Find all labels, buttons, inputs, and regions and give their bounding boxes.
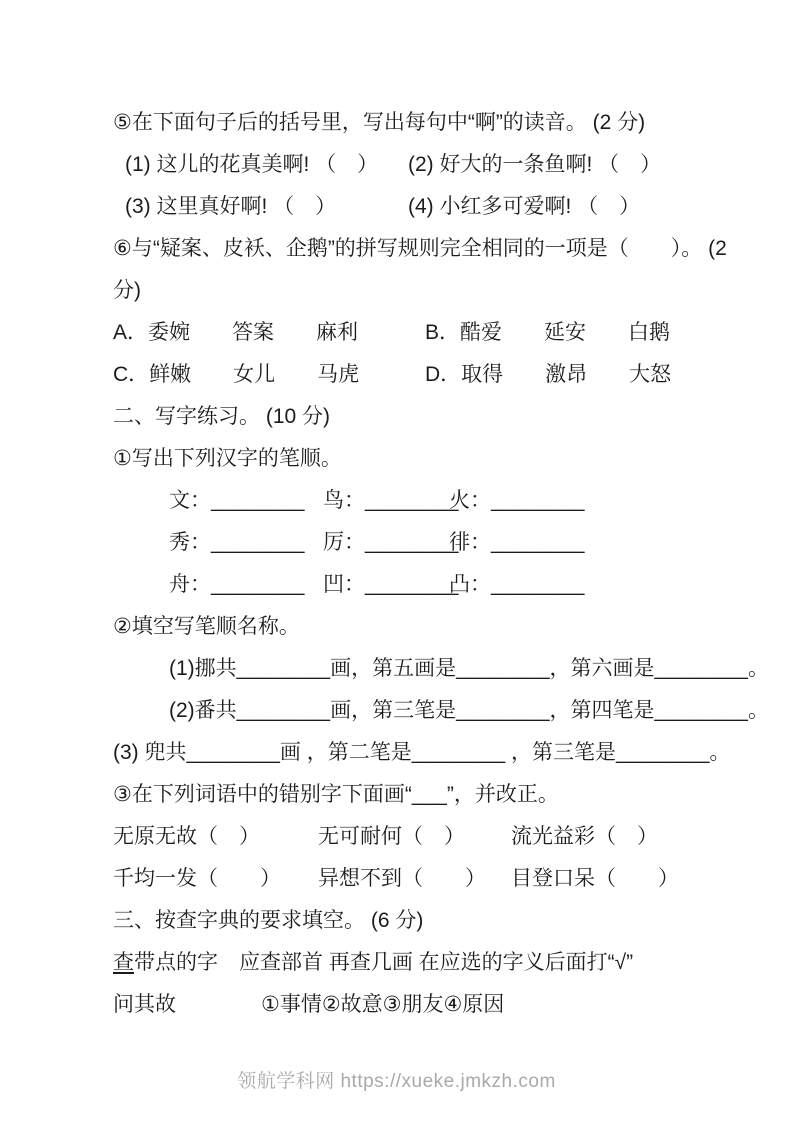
section-2-title: 二、写字练习。 (10 分) xyxy=(113,405,331,428)
q6-option-d: D．取得 激昂 大怒 xyxy=(425,363,672,386)
question-5-row-2 xyxy=(113,186,725,228)
stroke-name-item-3: (3) 兜共________画 ，第二笔是________ ，第三笔是________。 xyxy=(113,741,731,764)
typo-word-5: 异想不到（ ） xyxy=(318,867,486,890)
section-2-sub-3-title: ③在下列词语中的错别字下面画“___”，并改正。 xyxy=(113,783,559,806)
q5-item-3: (3) 这里真好啊! （ ） xyxy=(125,195,337,218)
typo-word-4: 千均一发（ ） xyxy=(113,867,281,890)
question-5-title: ⑤在下面句子后的括号里，写出每句中“啊”的读音。 (2 分) xyxy=(113,111,646,134)
stroke-cell-ao: 凹：________ xyxy=(323,573,459,596)
stroke-name-item-1: (1)挪共________画，第五画是________，第六画是________。 xyxy=(169,657,769,680)
worksheet-content xyxy=(113,102,769,1026)
typo-words-row-2 xyxy=(113,858,725,900)
stroke-cell-niao: 鸟：________ xyxy=(323,489,459,512)
question-6-title-line-2: 分) xyxy=(113,279,141,302)
section-3-title: 三、按查字典的要求填空。 (6 分) xyxy=(113,909,424,932)
q5-item-1: (1) 这儿的花真美啊! （ ） xyxy=(125,153,379,176)
dictionary-header xyxy=(113,942,725,984)
stroke-order-row-2 xyxy=(113,522,725,564)
stroke-order-row-1 xyxy=(113,480,725,522)
q6-option-a: A．委婉 答案 麻利 xyxy=(113,321,359,344)
stroke-cell-pai: 徘：________ xyxy=(449,531,585,554)
stroke-order-row-3 xyxy=(113,564,725,606)
question-6-title-line-1: ⑥与“疑案、皮袄、企鹅”的拼写规则完全相同的一项是（ ）。 (2 xyxy=(113,237,727,260)
q6-option-b: B．酷爱 延安 白鹅 xyxy=(425,321,671,344)
stroke-cell-li: 厉：________ xyxy=(323,531,459,554)
typo-words-row-1 xyxy=(113,816,725,858)
typo-word-1: 无原无故（ ） xyxy=(113,825,260,848)
section-2-sub-1-title: ①写出下列汉字的笔顺。 xyxy=(113,447,342,470)
stroke-name-item-2: (2)番共________画，第三笔是________，第四笔是________。 xyxy=(169,699,769,722)
section-2-sub-2-title: ②填空写笔顺名称。 xyxy=(113,615,300,638)
dictionary-entry-meanings: ①事情②故意③朋友④原因 xyxy=(261,993,505,1016)
question-5-row-1 xyxy=(113,144,725,186)
watermark-footer: 领航学科网 https://xueke.jmkzh.com xyxy=(237,1071,556,1092)
stroke-cell-wen: 文：________ xyxy=(169,489,305,512)
q5-item-2: (2) 好大的一条鱼啊! （ ） xyxy=(408,153,662,176)
typo-word-2: 无可耐何（ ） xyxy=(318,825,465,848)
question-6-options-row-2 xyxy=(113,354,725,396)
stroke-cell-huo: 火：________ xyxy=(449,489,585,512)
question-6-options-row-1 xyxy=(113,312,725,354)
dictionary-entry-row xyxy=(113,984,725,1026)
typo-word-6: 目登口呆（ ） xyxy=(511,867,679,890)
q6-option-c: C．鲜嫩 女儿 马虎 xyxy=(113,363,360,386)
stroke-cell-zhou: 舟：________ xyxy=(169,573,305,596)
dictionary-header-underlined-char: 查 xyxy=(113,951,134,974)
dictionary-entry-word: 问其故 xyxy=(113,993,176,1016)
stroke-cell-xiu: 秀：________ xyxy=(169,531,305,554)
dictionary-header-rest: 带点的字 应查部首 再查几画 在应选的字义后面打“√” xyxy=(134,951,634,974)
q5-item-4: (4) 小红多可爱啊! （ ） xyxy=(408,195,641,218)
typo-word-3: 流光益彩（ ） xyxy=(511,825,658,848)
stroke-cell-tu: 凸：________ xyxy=(449,573,585,596)
